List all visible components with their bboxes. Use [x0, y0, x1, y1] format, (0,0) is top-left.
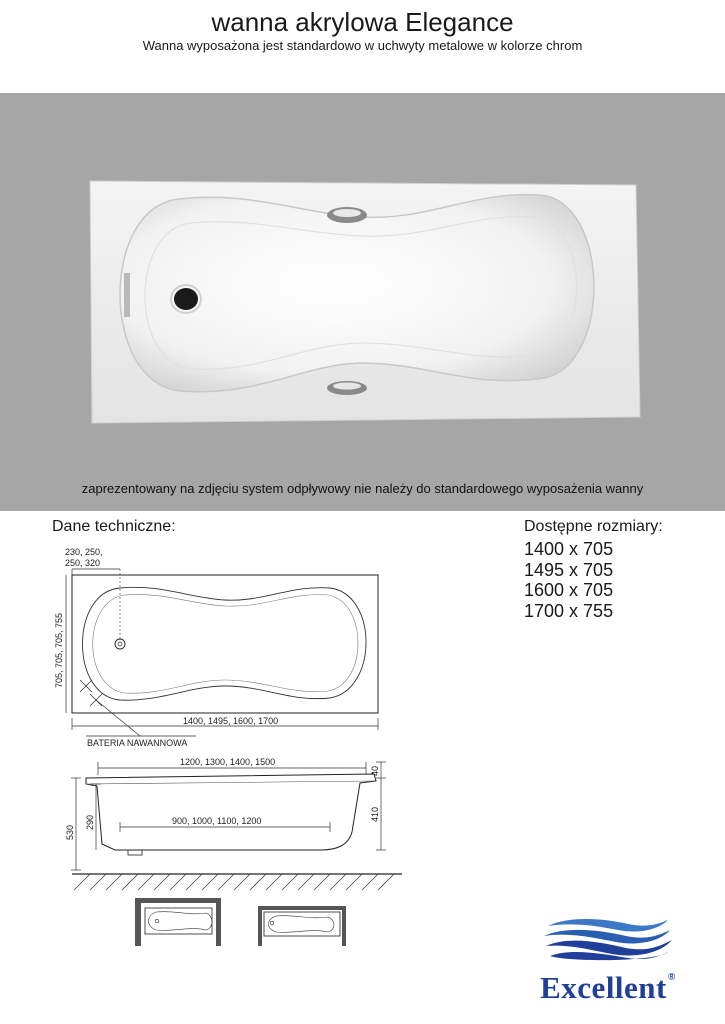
- dim-depth: 410: [370, 806, 380, 822]
- page-title: wanna akrylowa Elegance: [211, 7, 514, 37]
- product-photo: [0, 93, 725, 511]
- photo-caption: zaprezentowany na zdjęciu system odpływowy nie należy do standardowego wyposażenia wanny: [81, 481, 644, 496]
- dim-drain-offset-2: 250, 320: [65, 558, 101, 568]
- available-sizes-list: [524, 539, 613, 621]
- installation-variant-corner: [135, 898, 221, 946]
- excellent-logo: [508, 916, 708, 1006]
- size-item: 1600 x 705: [524, 580, 614, 600]
- dim-top-lengths: 1200, 1300, 1400, 1500: [180, 757, 276, 767]
- dim-drain-offset-1: 230, 250,: [65, 547, 103, 557]
- brand-wordmark: Excellent: [540, 970, 667, 1005]
- top-view-drawing: [54, 547, 378, 748]
- dim-lengths: 1400, 1495, 1600, 1700: [183, 716, 279, 726]
- dim-inner-height: 290: [85, 814, 95, 830]
- faucet-label: BATERIA NAWANNOWA: [87, 738, 188, 748]
- side-view-drawing: [65, 757, 402, 890]
- size-item: 1495 x 705: [524, 559, 614, 580]
- page-subtitle: Wanna wyposażona jest standardowo w uchwyty metalowe w kolorze chrom: [142, 38, 583, 53]
- dim-bottom-lengths: 900, 1000, 1100, 1200: [172, 816, 262, 826]
- registered-mark: ®: [667, 972, 676, 983]
- dim-rim: 40: [370, 765, 380, 776]
- technical-drawings: [0, 540, 420, 950]
- bathtub-photo-illustration: [0, 93, 725, 511]
- available-sizes-heading: Dostępne rozmiary:: [524, 518, 663, 535]
- technical-data-heading: Dane techniczne:: [52, 518, 176, 535]
- dim-total-height: 530: [65, 824, 75, 840]
- size-item: 1700 x 755: [524, 600, 614, 621]
- installation-variant-alcove: [258, 906, 346, 946]
- waves-icon: [508, 916, 708, 962]
- drain-hole: [174, 288, 198, 310]
- brand-name: [508, 960, 708, 1006]
- dim-widths: 705, 705, 705, 755: [54, 612, 64, 688]
- size-item: 1400 x 705: [524, 539, 614, 559]
